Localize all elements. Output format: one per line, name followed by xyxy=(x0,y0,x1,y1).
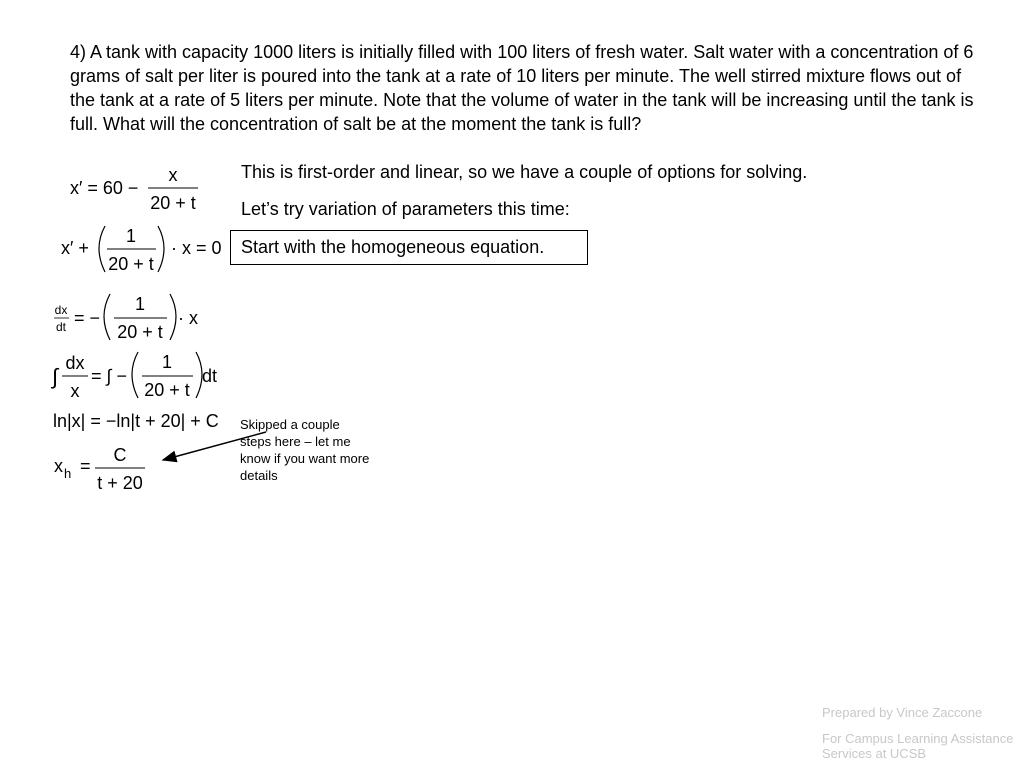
note-first-order: This is first-order and linear, so we have a couple of options for solving. xyxy=(241,162,808,182)
note-variation-of-parameters: Let’s try variation of parameters this time: xyxy=(241,199,570,219)
eq1-numerator: x xyxy=(168,165,178,185)
eq1-denominator: 20 + t xyxy=(150,193,196,213)
eq4-d-numerator: dx xyxy=(65,353,85,373)
eq2-numerator: 1 xyxy=(125,226,137,246)
eq2-rhs: · x = 0 xyxy=(171,238,222,258)
eq6-subscript: h xyxy=(64,466,72,481)
equation-2 xyxy=(55,222,230,282)
eq1-lhs: x′ = 60 − xyxy=(70,178,139,198)
eq6-numerator: C xyxy=(113,445,127,465)
eq4-numerator: 1 xyxy=(161,352,173,372)
eq3-rhs: · x xyxy=(178,308,198,328)
note-skipped-steps: Skipped a couple steps here – let me know if you want more details xyxy=(240,417,370,483)
eq4-denominator: 20 + t xyxy=(144,380,190,400)
eq4-mid: = ∫ − xyxy=(91,366,127,386)
eq3-d-denominator: dt xyxy=(55,320,67,334)
equation-3 xyxy=(50,290,210,348)
eq3-mid: = − xyxy=(74,308,101,328)
eq2-denominator: 20 + t xyxy=(108,254,154,274)
eq3-d-numerator: dx xyxy=(54,303,68,317)
eq3-numerator: 1 xyxy=(134,294,146,314)
equation-5: ln|x| = −ln|t + 20| + C xyxy=(53,411,219,431)
eq4-integral: ∫ xyxy=(52,364,59,389)
problem-statement: 4) A tank with capacity 1000 liters is initially filled with 100 liters of fresh water. Salt water with a concentration of 6 grams of salt per liter is poured into the tank at a rate of 10 liters per minute. The well stirred mixture flows out of the tank at a rate of 5 liters per minute. Note that the volume of water in the tank will be increasing until the tank is full. What will the concentration of salt be at the moment the tank is full? xyxy=(70,42,974,134)
equation-6 xyxy=(50,440,160,498)
eq6-base: x xyxy=(54,456,63,476)
boxed-note-homogeneous: Start with the homogeneous equation. xyxy=(230,230,588,265)
eq6-equals: = xyxy=(80,456,91,476)
equation-4 xyxy=(50,348,230,408)
equation-1 xyxy=(60,160,220,220)
eq4-d-denominator: x xyxy=(70,381,80,401)
footer-campus: For Campus Learning Assistance Services at UCSB xyxy=(822,731,1014,761)
eq3-denominator: 20 + t xyxy=(117,322,163,342)
eq4-rhs: dt xyxy=(202,366,218,386)
eq6-denominator: t + 20 xyxy=(97,473,143,493)
eq2-lhs: x′ + xyxy=(61,238,89,258)
footer-prepared-by: Prepared by Vince Zaccone xyxy=(822,705,983,720)
